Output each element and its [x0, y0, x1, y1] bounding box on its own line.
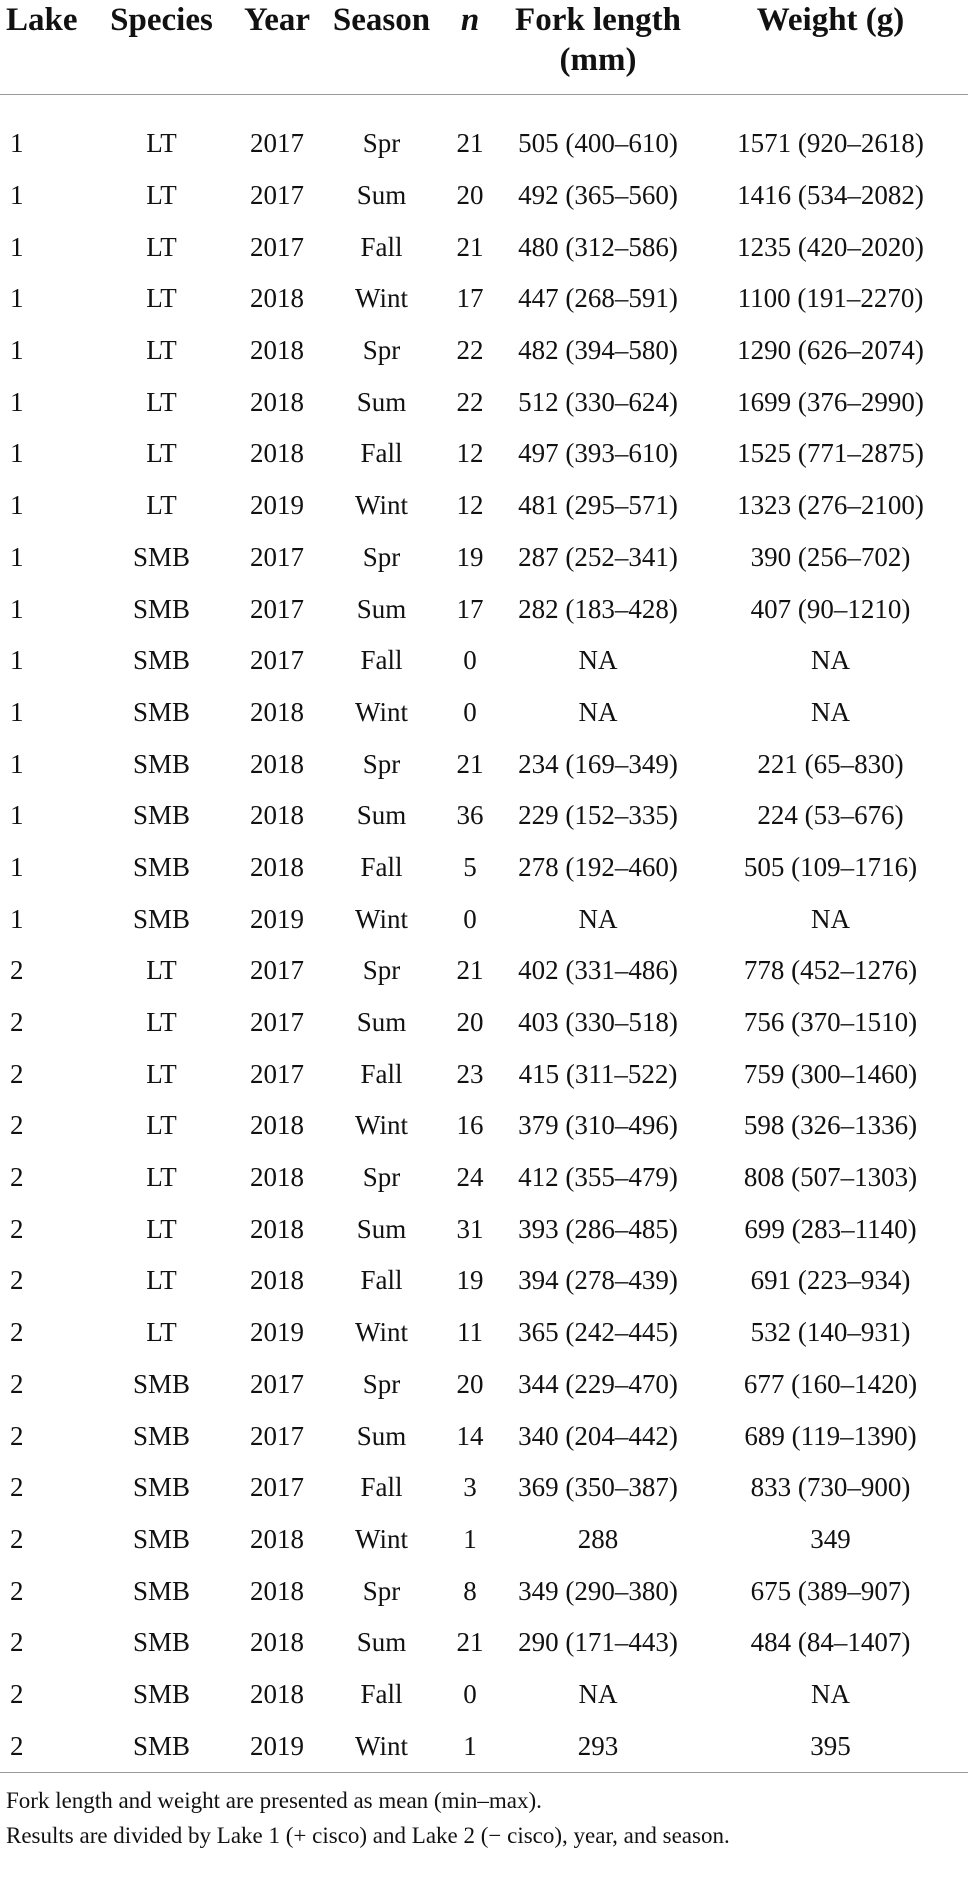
cell-weight: 1525 (771–2875) [737, 438, 924, 469]
cell-species: SMB [132, 1627, 191, 1658]
cell-year: 2017 [250, 1368, 304, 1399]
cell-season: Spr [362, 1575, 401, 1606]
cell-lake: 2 [10, 1678, 24, 1709]
cell-weight: 778 (452–1276) [743, 955, 918, 986]
cell-lake: 2 [10, 1007, 24, 1038]
table-row [0, 118, 968, 170]
cell-season: Spr [362, 541, 401, 572]
cell-weight: 1323 (276–2100) [737, 490, 924, 521]
cell-n: 17 [456, 593, 484, 624]
cell-n: 24 [456, 1162, 484, 1193]
cell-n: 21 [456, 748, 484, 779]
table-row [0, 1152, 968, 1204]
cell-n: 20 [456, 1007, 484, 1038]
cell-season: Sum [356, 180, 407, 211]
cell-n: 0 [463, 696, 477, 727]
cell-weight: 1416 (534–2082) [737, 180, 924, 211]
cell-season: Sum [356, 1007, 407, 1038]
cell-species: SMB [132, 903, 191, 934]
cell-lake: 2 [10, 1213, 24, 1244]
table-row [0, 1462, 968, 1514]
cell-weight: 675 (389–907) [750, 1575, 911, 1606]
table-row [0, 273, 968, 325]
table-row [0, 221, 968, 273]
cell-species: SMB [132, 541, 191, 572]
cell-lake: 2 [10, 1420, 24, 1451]
cell-season: Fall [360, 438, 403, 469]
header-row [0, 0, 968, 95]
cell-species: LT [146, 231, 177, 262]
header-spacer-row [0, 95, 968, 119]
cell-weight: 756 (370–1510) [743, 1007, 918, 1038]
cell-year: 2018 [250, 1678, 304, 1709]
cell-season: Fall [360, 231, 403, 262]
cell-fork-length: 492 (365–560) [518, 180, 678, 211]
cell-weight: 699 (283–1140) [744, 1213, 917, 1244]
cell-fork-length: 402 (331–486) [518, 955, 678, 986]
table-body [0, 95, 968, 1773]
cell-season: Wint [355, 696, 408, 727]
cell-species: LT [146, 1058, 177, 1089]
table-row [0, 1100, 968, 1152]
cell-year: 2019 [250, 490, 304, 521]
cell-season: Sum [356, 1420, 407, 1451]
table-row [0, 893, 968, 945]
cell-lake: 2 [0, 1720, 95, 1772]
cell-n: 22 [456, 335, 484, 366]
cell-year: 2018 [250, 1575, 304, 1606]
cell-fork-length: 481 (295–571) [518, 490, 678, 521]
cell-season: Sum [356, 593, 407, 624]
cell-year: 2018 [250, 748, 304, 779]
table-row [0, 1565, 968, 1617]
cell-lake: 2 [10, 1368, 24, 1399]
cell-year: 2017 [250, 955, 304, 986]
cell-weight: 1100 (191–2270) [737, 283, 924, 314]
table-row [0, 1048, 968, 1100]
cell-n: 21 [456, 231, 484, 262]
cell-species: SMB [132, 696, 191, 727]
cell-lake: 1 [10, 541, 24, 572]
cell-weight: 677 (160–1420) [743, 1368, 918, 1399]
cell-weight: 505 (109–1716) [743, 851, 918, 882]
cell-weight: 598 (326–1336) [743, 1110, 918, 1141]
table-row [0, 480, 968, 532]
cell-fork-length: 482 (394–580) [518, 335, 678, 366]
cell-species: LT [146, 1317, 177, 1348]
cell-year: 2017 [250, 128, 304, 159]
cell-fork-length: 365 (242–445) [518, 1317, 678, 1348]
table-footnotes [0, 1773, 968, 1853]
table-row [0, 945, 968, 997]
cell-year: 2017 [250, 1007, 304, 1038]
cell-fork-length: 229 (152–335) [518, 800, 678, 831]
cell-fork-length: 394 (278–439) [518, 1265, 678, 1296]
table-row [0, 1255, 968, 1307]
cell-season: Fall [360, 645, 403, 676]
cell-n: 11 [457, 1317, 483, 1348]
cell-lake: 1 [10, 438, 24, 469]
cell-fork-length: NA [578, 645, 618, 676]
cell-n: 21 [456, 955, 484, 986]
cell-weight: 395 [693, 1720, 968, 1772]
cell-lake: 1 [10, 645, 24, 676]
cell-lake: 2 [10, 1575, 24, 1606]
cell-season: Fall [360, 1058, 403, 1089]
cell-lake: 1 [10, 696, 24, 727]
cell-species: SMB [132, 800, 191, 831]
cell-fork-length: 379 (310–496) [518, 1110, 678, 1141]
cell-species: LT [146, 955, 177, 986]
cell-lake: 1 [10, 386, 24, 417]
cell-year: 2019 [250, 1317, 304, 1348]
cell-lake: 1 [10, 180, 24, 211]
table-row [0, 1410, 968, 1462]
cell-fork-length: 505 (400–610) [518, 128, 678, 159]
cell-weight: 833 (730–900) [750, 1472, 911, 1503]
cell-lake: 1 [10, 335, 24, 366]
cell-fork-length: 447 (268–591) [518, 283, 678, 314]
cell-season: Spr [362, 335, 401, 366]
cell-season: Spr [362, 955, 401, 986]
table-row [0, 842, 968, 894]
cell-fork-length: 290 (171–443) [518, 1627, 678, 1658]
cell-lake: 1 [10, 748, 24, 779]
cell-species: SMB [132, 645, 191, 676]
table-row [0, 170, 968, 222]
cell-weight: NA [811, 1678, 850, 1709]
cell-season: Wint [355, 1110, 408, 1141]
cell-lake: 2 [10, 1317, 24, 1348]
cell-n: 8 [463, 1575, 477, 1606]
cell-species: LT [146, 128, 177, 159]
cell-fork-length: 282 (183–428) [518, 593, 678, 624]
cell-weight: 349 [810, 1523, 851, 1554]
cell-year: 2018 [250, 335, 304, 366]
cell-fork-length: 278 (192–460) [518, 851, 678, 882]
cell-season: Sum [356, 386, 407, 417]
table-row [0, 790, 968, 842]
cell-n: 1 [463, 1523, 477, 1554]
cell-weight: 808 (507–1303) [743, 1162, 918, 1193]
cell-weight: 691 (223–934) [750, 1265, 911, 1296]
cell-lake: 2 [10, 1472, 24, 1503]
cell-season: Fall [360, 1472, 403, 1503]
table-row [0, 1203, 968, 1255]
table-row [0, 738, 968, 790]
cell-fork-length: 340 (204–442) [518, 1420, 678, 1451]
cell-n: 12 [456, 490, 484, 521]
cell-lake: 1 [10, 593, 24, 624]
cell-fork-length: 287 (252–341) [518, 541, 678, 572]
cell-lake: 2 [10, 955, 24, 986]
cell-fork-length: NA [578, 1678, 618, 1709]
cell-fork-length: 393 (286–485) [518, 1213, 678, 1244]
cell-n: 3 [463, 1472, 477, 1503]
cell-year: 2018 [250, 438, 304, 469]
table-row [0, 325, 968, 377]
cell-year: 2017 [250, 231, 304, 262]
footnote-1: Fork length and weight are presented as mean (min–max). [6, 1788, 542, 1813]
cell-year: 2018 [250, 851, 304, 882]
table-row [0, 1359, 968, 1411]
cell-year: 2018 [250, 1110, 304, 1141]
cell-weight: 1235 (420–2020) [737, 231, 924, 262]
cell-species: SMB [132, 1523, 191, 1554]
cell-year: 2018 [250, 1162, 304, 1193]
cell-n: 31 [456, 1213, 484, 1244]
cell-n: 20 [456, 1368, 484, 1399]
cell-species: LT [146, 490, 177, 521]
cell-year: 2017 [250, 1472, 304, 1503]
cell-season: Wint [355, 903, 408, 934]
cell-species: SMB [132, 748, 191, 779]
cell-species: SMB [132, 1678, 191, 1709]
cell-season: Wint [355, 283, 408, 314]
cell-year: 2017 [250, 541, 304, 572]
cell-species: LT [146, 1110, 177, 1141]
spacer-cell [0, 95, 968, 119]
cell-fork-length: 344 (229–470) [518, 1368, 678, 1399]
cell-fork-length: 293 [503, 1720, 693, 1772]
table-row [0, 1514, 968, 1566]
cell-species: LT [146, 1162, 177, 1193]
cell-species: SMB [132, 851, 191, 882]
header-lake: Lake [0, 0, 95, 95]
cell-n: 36 [456, 800, 484, 831]
cell-season: Spr [362, 1162, 401, 1193]
cell-species: LT [146, 1213, 177, 1244]
cell-season: Fall [360, 1678, 403, 1709]
cell-fork-length: 288 [577, 1523, 619, 1554]
cell-season: Spr [362, 128, 401, 159]
cell-lake: 1 [10, 800, 24, 831]
table-row [0, 1307, 968, 1359]
cell-weight: NA [811, 645, 850, 676]
cell-species: SMB [95, 1720, 228, 1772]
cell-lake: 2 [10, 1523, 24, 1554]
cell-year: 2018 [250, 696, 304, 727]
cell-season: Sum [356, 800, 407, 831]
table-row [0, 532, 968, 584]
cell-lake: 1 [10, 490, 24, 521]
table-header [0, 0, 968, 95]
cell-weight: 532 (140–931) [750, 1317, 911, 1348]
cell-year: 2017 [250, 645, 304, 676]
cell-weight: 224 (53–676) [757, 800, 904, 831]
cell-weight: 1290 (626–2074) [737, 335, 924, 366]
table-row [0, 997, 968, 1049]
cell-weight: 1571 (920–2618) [737, 128, 924, 159]
table-row [0, 1669, 968, 1721]
cell-n: 14 [456, 1420, 484, 1451]
table-row [0, 1617, 968, 1669]
cell-n: 0 [463, 645, 477, 676]
cell-n: 16 [456, 1110, 484, 1141]
cell-weight: 689 (119–1390) [744, 1420, 917, 1451]
cell-n: 0 [463, 1678, 477, 1709]
cell-species: SMB [132, 1368, 191, 1399]
cell-season: Fall [360, 1265, 403, 1296]
cell-weight: 1699 (376–2990) [737, 386, 924, 417]
cell-lake: 1 [10, 903, 24, 934]
header-fork-length-line1: Fork length [515, 2, 681, 38]
cell-lake: 2 [10, 1110, 24, 1141]
cell-n: 22 [456, 386, 484, 417]
cell-species: LT [146, 1265, 177, 1296]
cell-species: LT [146, 283, 177, 314]
cell-n: 21 [456, 128, 484, 159]
cell-species: LT [146, 386, 177, 417]
cell-year: 2018 [250, 1523, 304, 1554]
table-row [0, 635, 968, 687]
cell-fork-length: 412 (355–479) [518, 1162, 678, 1193]
cell-n: 0 [463, 903, 477, 934]
cell-year: 2019 [228, 1720, 326, 1772]
header-year: Year [228, 0, 326, 95]
cell-season: Spr [362, 1368, 401, 1399]
cell-n: 20 [456, 180, 484, 211]
cell-species: LT [146, 438, 177, 469]
cell-species: SMB [132, 1472, 191, 1503]
table-row [0, 687, 968, 739]
cell-season: Sum [356, 1627, 407, 1658]
cell-year: 2018 [250, 1265, 304, 1296]
cell-n: 5 [463, 851, 477, 882]
cell-species: LT [146, 180, 177, 211]
cell-season: Wint [355, 490, 408, 521]
cell-season: Wint [326, 1720, 437, 1772]
table-row [0, 428, 968, 480]
cell-species: LT [146, 335, 177, 366]
cell-fork-length: 234 (169–349) [518, 748, 678, 779]
cell-fork-length: NA [578, 903, 618, 934]
cell-weight: NA [811, 696, 850, 727]
cell-season: Spr [362, 748, 401, 779]
cell-year: 2019 [250, 903, 304, 934]
cell-fork-length: 512 (330–624) [518, 386, 678, 417]
cell-species: SMB [132, 593, 191, 624]
cell-fork-length: NA [578, 696, 618, 727]
cell-fork-length: 415 (311–522) [518, 1058, 678, 1089]
cell-fork-length: 403 (330–518) [518, 1007, 678, 1038]
header-species: Species [95, 0, 228, 95]
cell-year: 2018 [250, 386, 304, 417]
cell-year: 2018 [250, 1627, 304, 1658]
cell-n: 19 [456, 1265, 484, 1296]
cell-weight: 484 (84–1407) [750, 1627, 911, 1658]
cell-year: 2018 [250, 283, 304, 314]
cell-lake: 2 [10, 1265, 24, 1296]
cell-lake: 1 [10, 231, 24, 262]
cell-year: 2017 [250, 593, 304, 624]
cell-weight: NA [811, 903, 850, 934]
cell-fork-length: 369 (350–387) [518, 1472, 678, 1503]
footnote-2: Results are divided by Lake 1 (+ cisco) and Lake 2 (− cisco), year, and season. [6, 1823, 730, 1848]
cell-year: 2018 [250, 800, 304, 831]
cell-lake: 2 [10, 1058, 24, 1089]
cell-fork-length: 497 (393–610) [518, 438, 678, 469]
cell-year: 2018 [250, 1213, 304, 1244]
cell-n: 23 [456, 1058, 484, 1089]
cell-n: 12 [456, 438, 484, 469]
cell-season: Wint [355, 1523, 408, 1554]
cell-fork-length: 480 (312–586) [518, 231, 678, 262]
cell-year: 2017 [250, 180, 304, 211]
cell-n: 19 [456, 541, 484, 572]
header-fork-length [503, 0, 693, 95]
cell-season: Sum [356, 1213, 407, 1244]
cell-n: 1 [437, 1720, 503, 1772]
cell-year: 2017 [250, 1058, 304, 1089]
header-weight: Weight (g) [693, 0, 968, 95]
cell-species: SMB [132, 1575, 191, 1606]
header-fork-length-line2: (mm) [559, 42, 637, 78]
cell-year: 2017 [250, 1420, 304, 1451]
table-row [0, 1720, 968, 1772]
cell-species: LT [146, 1007, 177, 1038]
cell-lake: 1 [10, 283, 24, 314]
table-row [0, 376, 968, 428]
cell-lake: 2 [10, 1162, 24, 1193]
cell-fork-length: 349 (290–380) [518, 1575, 678, 1606]
cell-lake: 2 [10, 1627, 24, 1658]
cell-n: 17 [456, 283, 484, 314]
header-season: Season [326, 0, 437, 95]
cell-lake: 1 [10, 128, 24, 159]
cell-n: 21 [456, 1627, 484, 1658]
cell-weight: 759 (300–1460) [743, 1058, 918, 1089]
cell-species: SMB [132, 1420, 191, 1451]
cell-season: Fall [360, 851, 403, 882]
cell-weight: 390 (256–702) [750, 541, 911, 572]
cell-lake: 1 [10, 851, 24, 882]
cell-weight: 407 (90–1210) [750, 593, 911, 624]
cell-weight: 221 (65–830) [757, 748, 904, 779]
header-n: n [437, 0, 503, 95]
cell-season: Wint [355, 1317, 408, 1348]
table-row [0, 583, 968, 635]
